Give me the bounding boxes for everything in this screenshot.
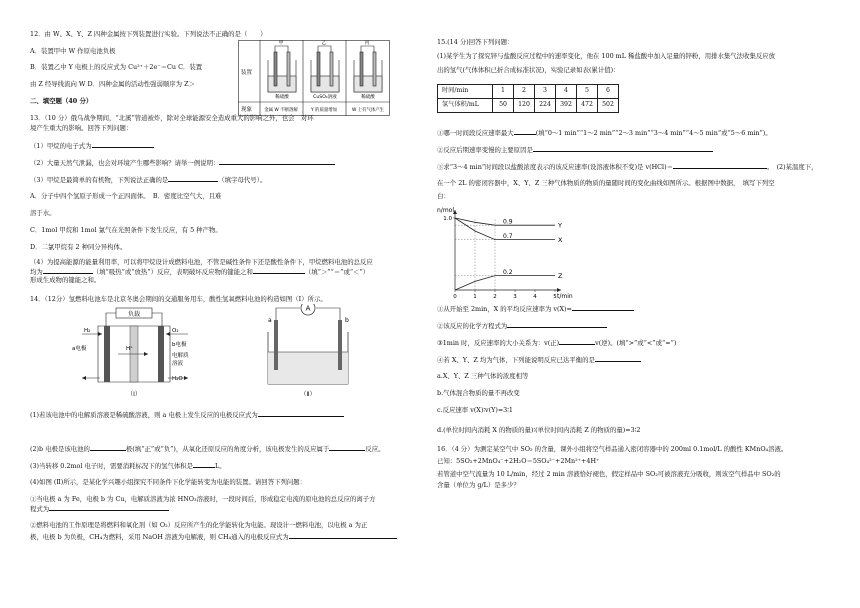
series-value-label-y: 0.9	[503, 218, 513, 226]
chart-x-tick-label: 2	[493, 294, 497, 300]
chart-x-label: t/min	[557, 293, 573, 300]
series-name-label-x: X	[558, 236, 563, 245]
q15-part-1-cont: 出的氢气(气体体积已折合成标准状况)，实验记录如表(累计值)：	[437, 66, 620, 74]
table-cell: 4	[556, 85, 577, 99]
q16-line-3: 若管道中空气流量为 10 L/min，经过 2 min 溶液恰好褪色，假定样品中 SO₂可被溶液充分吸收，则该空气样品中 SO₂的	[437, 470, 781, 478]
solution-3: 稀硫酸	[361, 95, 375, 100]
q14-part-1: (1)若该电池中的电解质溶液是稀硫酸溶液，则 a 电极上发生反应的电极反应式为	[30, 410, 344, 419]
q15-part-1: (1)某学生为了探究锌与盐酸反应过程中的速率变化，他在 100 mL 稀盐酸中加入足量的锌粉，用排水集气法收集反应放	[437, 52, 776, 60]
chart-x-tick-label: 3	[513, 294, 517, 300]
hydrogen-volume-table	[437, 84, 619, 113]
hplus-label: H⁺	[126, 346, 134, 352]
apparatus-label: 装置	[241, 70, 253, 76]
table-cell: 1	[493, 85, 514, 99]
q12-option-a: A．装置甲中 W 作原电池负极	[30, 47, 116, 55]
q15-chart-1: ①从开始至 2min，X 的平均反应速率为 v(X)=	[437, 304, 634, 313]
fig2-rod-a	[274, 320, 278, 370]
q14-part-4-i: ①当电极 a 为 Fe，电极 b 为 Cu，电解质溶液为浓 HNO₃溶液时，一段时间后，形成稳定电流的原电池的总反应的离子方	[30, 495, 376, 503]
q12-apparatus-figure	[238, 40, 390, 116]
table-cell: 392	[556, 99, 577, 113]
q15-option-b: b.气体混合物质的量不再改变	[437, 389, 520, 397]
chart-x-arrow	[557, 288, 561, 292]
table-row	[438, 85, 619, 99]
q15-option-a: a.X、Y、Z 三种气体的浓度相等	[437, 372, 529, 380]
q12-option-b-cont: 由 Z 经导线流向 W D．四种金属的活动性强弱顺序为 Z＞	[30, 80, 195, 88]
electrode-b	[158, 326, 164, 382]
q13-stem-1: 13．（10 分）俄乌战争期间，“北溪”管道被炸，除对全球能源安全造成重大的影响之外，也会 对环	[30, 114, 314, 122]
q15-stem: 15.(14 分)回答下列问题：	[437, 38, 514, 46]
q14-part-3: (3)当转移 0.2mol 电子时，需要消耗标况下的氢气体积是 L。	[30, 462, 226, 470]
fuel-cell-figure-1	[70, 306, 194, 398]
h2o-label: H₂O	[172, 376, 183, 382]
q16-line-4: 含量（单位为 g/L）是多少？	[437, 481, 520, 489]
q14-part-4-ii-cont: 极，电极 b 为负极，CH₄为燃料，采用 NaOH 溶液为电解液，则 CH₄通入的电极反应式为	[30, 532, 397, 541]
q13-part-1: （1）甲烷的电子式为	[30, 141, 154, 150]
q13-option-d: D．二氯甲烷有 2 种同分异构体。	[30, 243, 127, 251]
q14-part-4-i-cont: 程式为	[30, 504, 169, 513]
apparatus-name-2: 乙	[321, 41, 327, 46]
solution-1: 稀硫酸	[275, 95, 289, 100]
series-line-z	[455, 276, 555, 290]
chart-x-tick-label: 5	[553, 294, 557, 300]
phenomena-label: 现象	[241, 107, 253, 113]
q13-option-c: C．1mol 甲烷和 1mol 氯气在光照条件下发生反应，有 5 种产物。	[30, 226, 222, 234]
phenomenon-3: W 上有气体产生	[351, 108, 385, 113]
beaker-bing	[354, 46, 382, 92]
table-cell: 5	[577, 85, 598, 99]
q13-part-4-cont: 均为 （填“吸热”或“放热”）反应，表明破坏反应物的键能之和 （填“＞”“＝”或“＜”）	[30, 268, 370, 276]
q15-option-d: d.(单位时间内消耗 X 的物质的量)∶(单位时间内消耗 Z 的物质的量)=3∶2	[437, 426, 641, 434]
table-row	[438, 99, 619, 113]
q12-option-b: B．装置乙中 Y 电极上的反应式为 Cu²⁺＋2e⁻＝Cu C．装置	[30, 63, 203, 71]
q14-part-2: (2)b 电极是该电池的 极(填“正”或“负”)，从氧化还原反应的角度分析，该电极发生的反应属于 反应。	[30, 445, 385, 453]
a-electrode-label: a电极	[72, 346, 87, 352]
b-electrode-label: b电极	[172, 342, 187, 348]
h2-label: H₂	[84, 328, 91, 334]
q14-part-4-ii: ②燃料电池的工作原理是将燃料和氧化剂（如 O₂）反应所产生的化学能转化为电能。现设计一燃料电池，以电极 a 为正	[30, 521, 368, 529]
q15-sub-2: ②反应后期速率变慢的主要原因是	[437, 145, 713, 154]
ammeter-label: A	[305, 304, 311, 313]
series-name-label-y: Y	[558, 221, 562, 230]
phenomenon-1: 金属 W 不断溶解	[264, 108, 298, 113]
q13-part-2: （2）大量天然气泄漏，也会对环境产生哪些影响？请举一例说明：	[30, 158, 335, 167]
electrolyte-label-2: 溶液	[172, 361, 184, 367]
q14-stem: 14．（12分）氢燃料电池车是北京冬奥会期间的交通服务用车，酸性氢氧燃料电池的构造如图（Ⅰ）所示。	[30, 295, 327, 303]
q13-option-a-cont: 溶于水。	[30, 209, 56, 217]
q13-option-a: A．分子中四个氢原子形成一个正四面体。 B．密度比空气大，且难	[30, 192, 222, 200]
series-value-label-x: 0.7	[503, 233, 513, 241]
q13-part-4-end: 形成生成物的键能之和。	[30, 276, 101, 284]
electrode-a	[104, 326, 110, 382]
q15-chart-2: ②该反应的化学方程式为	[437, 321, 607, 330]
fig2-electrode-a: a	[268, 317, 272, 324]
table-cell: 2	[514, 85, 535, 99]
q13-part-4: （4）为提高能源的能量利用率，可以将甲烷设计成燃料电池，不管是碱性条件下还是酸性条件下，甲烷燃料电池的总反应	[30, 258, 373, 266]
mole-time-chart	[437, 204, 577, 302]
fig2-electrode-b: b	[345, 317, 349, 324]
q15-sub-1: ①哪一时间段反应速率最大 (填“0～1 min”“1～2 min”“2～3 min”“3～4 min”“4～5 min”或“5～6 min”)。	[437, 129, 772, 137]
solution-2: CuSO₄溶液	[313, 95, 337, 100]
q15-sub-3: ③求“3～4 min”时间段以盐酸浓度表示的该反应速率(设溶液体积不变)是 v(HCl)＝ 。 (2)某温度下，	[437, 163, 818, 171]
q16-line-2: 已知：5SO₂+2MnO₄⁻+2H₂O＝5SO₄²⁻+2Mn²⁺+4H⁺	[437, 457, 600, 465]
q13-part-3: （3）甲烷是最简单的有机物，下列说法正确的是 （填字母代号）。	[30, 176, 267, 184]
q15-part-2: 在一个 2L 的密闭容器中，X、Y、Z 三种气体物质的物质的量随时间的变化曲线如图所示。根据图中数据， 填写下列空	[437, 179, 775, 187]
apparatus-name-1: 甲	[278, 41, 284, 46]
table-cell: 50	[493, 99, 514, 113]
fig2-rod-b	[338, 320, 342, 370]
q15-chart-4: ④若 X、Y、Z 均为气体，下列能说明反应已达平衡的是	[437, 355, 641, 364]
apparatus-name-3: 丙	[364, 41, 370, 46]
q13-stem-2: 境产生重大的影响。回答下列问题：	[30, 124, 133, 132]
table-header-volume: 氢气体积/mL	[438, 99, 493, 113]
series-name-label-z: Z	[558, 272, 563, 281]
figure-1-caption: （Ⅰ）	[127, 391, 141, 398]
q15-part-2-cont: 白：	[437, 192, 450, 200]
section-fill-in: 二、填空题（40 分）	[30, 97, 93, 105]
table-header-time: 时间/min	[438, 85, 493, 99]
galvanic-cell-figure-2	[262, 304, 356, 400]
chart-x-tick-label: 0	[453, 294, 457, 300]
table-cell: 224	[535, 99, 556, 113]
table-cell: 472	[577, 99, 598, 113]
table-cell: 120	[514, 99, 535, 113]
chart-x-tick-label: 1	[473, 294, 477, 300]
chart-x-tick-label: 4	[533, 294, 537, 300]
q12-stem: 12．由 W、X、Y、Z 四种金属按下列装置进行实验。下列说法不正确的是（ ）	[30, 30, 267, 38]
load-label: 负载	[127, 311, 141, 318]
table-cell: 3	[535, 85, 556, 99]
figure-2-caption: （Ⅱ）	[300, 391, 316, 398]
series-value-label-z: 0.2	[503, 269, 513, 277]
q15-chart-3: ③1min 时，反应速率的大小关系为：v(正) v(逆)。(填“>”或“<”或“=”)	[437, 339, 677, 347]
q15-option-c: c.反应速率 v(X)∶v(Y)=3∶1	[437, 406, 513, 414]
q16-line-1: 16．（4 分）为测定某空气中 SO₂ 的含量，课外小组将空气样品通入密闭容器中的 200ml 0.1mol/L 的酸性 KMnO₄溶液。	[437, 445, 788, 453]
chart-y-label: n/mol	[437, 207, 455, 214]
electrolyte-label: 电解质	[172, 353, 189, 359]
phenomenon-2: Y 的质量增加	[310, 108, 338, 113]
beaker-yi	[311, 46, 339, 92]
beaker-jia	[268, 46, 296, 92]
table-cell: 6	[598, 85, 619, 99]
q14-part-4: (4)如图 (Ⅱ)所示，是某化学兴趣小组探究不同条件下化学能转变为电能的装置。请回答下列问题：	[30, 478, 307, 486]
chart-y-tick-label: 1.0	[443, 216, 452, 222]
table-cell: 502	[598, 99, 619, 113]
o2-label: O₂	[172, 328, 179, 334]
